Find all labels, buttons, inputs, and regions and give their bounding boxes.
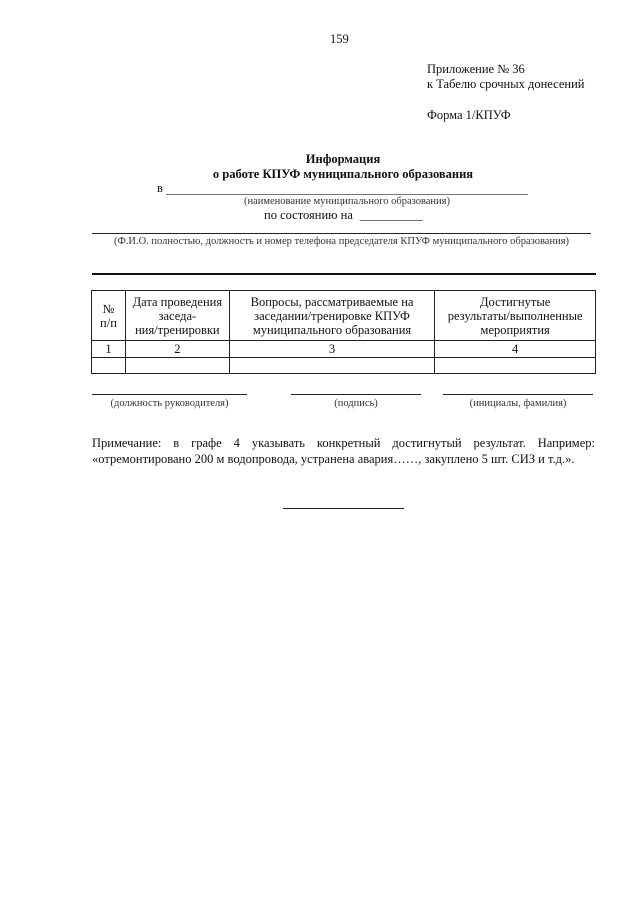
municipality-prefix: в	[157, 181, 163, 195]
column-number-cell: 4	[435, 341, 596, 358]
header-questions	[229, 291, 435, 341]
table-cell[interactable]	[92, 358, 126, 374]
header-line: мероприятия	[480, 322, 550, 337]
position-caption: (должность руководителя)	[110, 398, 229, 409]
document-title: Информация	[305, 152, 381, 166]
header-line: муниципального образования	[252, 322, 412, 337]
header-line: ния/тренировки	[135, 322, 220, 337]
header-line: заседа-	[158, 308, 197, 323]
header-line: Вопросы, рассматриваемые на	[250, 294, 414, 309]
page-number: 159	[330, 32, 349, 46]
appendix-number: Приложение № 36	[427, 62, 525, 76]
column-number-cell: 1	[92, 341, 126, 358]
table-numbering-row	[92, 341, 596, 358]
column-number-cell: 2	[125, 341, 229, 358]
name-signature-line[interactable]	[443, 394, 593, 395]
header-line: заседании/тренировке КПУФ	[254, 308, 410, 323]
header-line: Достигнутые	[480, 294, 551, 309]
header-line: п/п	[100, 315, 117, 330]
table-cell[interactable]	[229, 358, 435, 374]
table-header-row	[92, 291, 596, 341]
closing-rule	[283, 508, 404, 509]
position-signature-line[interactable]	[92, 394, 247, 395]
header-line: Дата проведения	[132, 294, 223, 309]
table-row[interactable]	[92, 358, 596, 374]
municipality-caption: (наименование муниципального образования)	[243, 196, 451, 207]
table-cell[interactable]	[435, 358, 596, 374]
header-number	[92, 291, 126, 341]
header-line: результаты/выполненные	[447, 308, 583, 323]
status-date-label: по состоянию на	[264, 208, 353, 222]
name-caption: (инициалы, фамилия)	[469, 398, 567, 409]
document-subtitle: о работе КПУФ муниципального образования	[212, 167, 474, 181]
chairman-field-line[interactable]	[92, 233, 591, 234]
table-cell[interactable]	[125, 358, 229, 374]
header-line: №	[102, 301, 115, 316]
note-text: Примечание: в графе 4 указывать конкретный достигнутый результат. Например: «отремонтировано 200 м водопровода, устранена авария……, закуплено 5 шт. СИЗ и т.д.».	[92, 436, 595, 466]
column-number-cell: 3	[229, 341, 435, 358]
municipality-field-line[interactable]	[166, 194, 528, 195]
status-date-blank[interactable]: __________	[360, 208, 423, 222]
form-code: Форма 1/КПУФ	[427, 108, 511, 122]
header-date	[125, 291, 229, 341]
signature-caption: (подпись)	[334, 398, 378, 409]
appendix-reference: к Табелю срочных донесений	[427, 77, 585, 91]
header-results	[435, 291, 596, 341]
report-table	[91, 290, 596, 374]
signature-line[interactable]	[291, 394, 421, 395]
chairman-caption: (Ф.И.О. полностью, должность и номер телефона председателя КПУФ муниципального образования)	[113, 236, 570, 247]
section-divider	[92, 273, 596, 275]
